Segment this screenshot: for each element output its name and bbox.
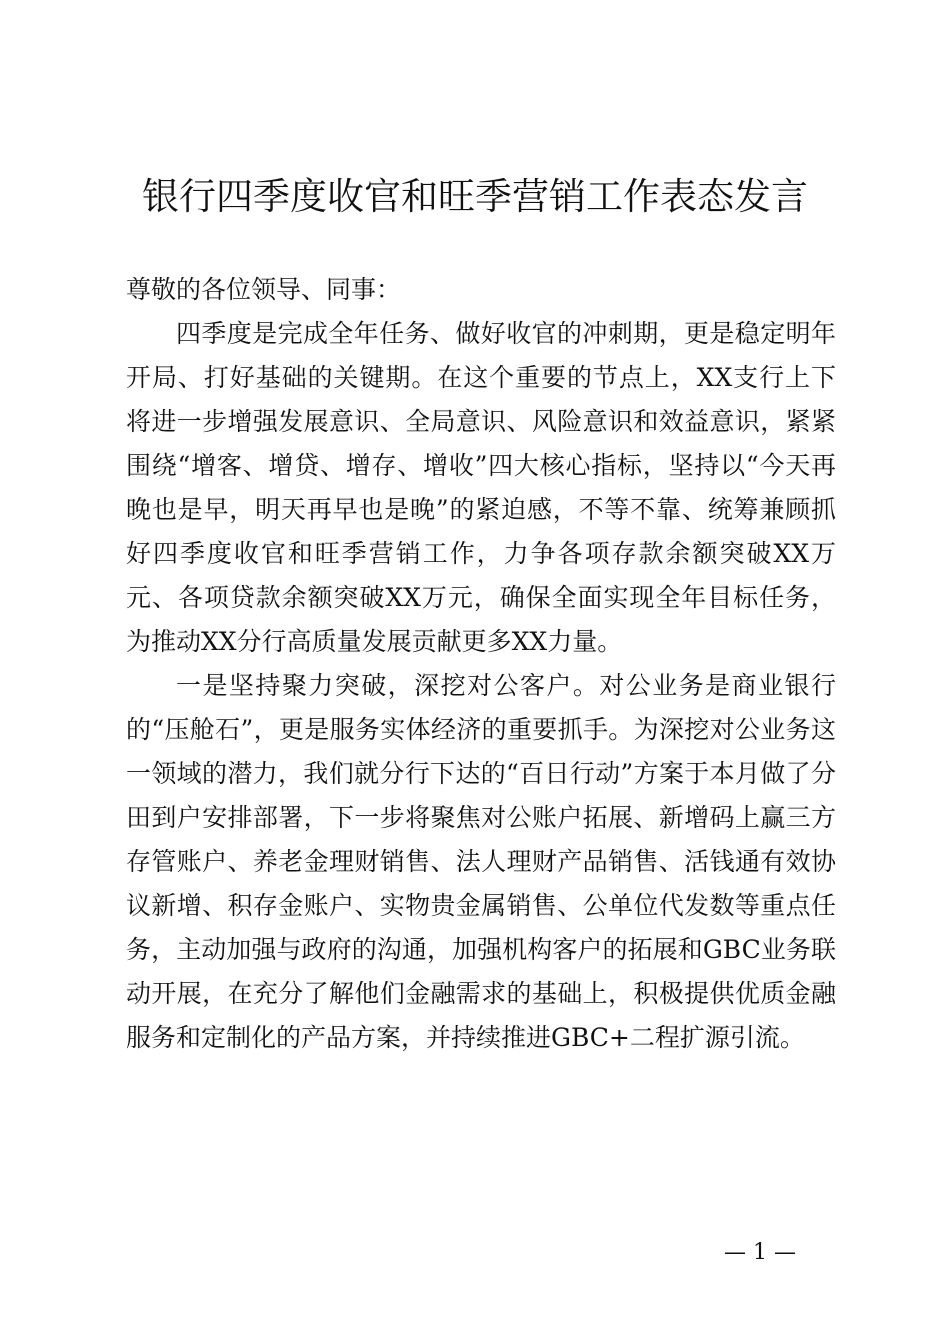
salutation: 尊敬的各位领导、同事： <box>126 275 402 304</box>
page-number: — 1 — <box>724 1240 796 1265</box>
document-title: 银行四季度收官和旺季营销工作表态发言 <box>142 175 808 218</box>
paragraph-intro: 四季度是完成全年任务、做好收官的冲刺期，更是稳定明年开局、打好基础的关键期。在这个重要的节点上，XX支行上下将进一步增强发展意识、全局意识、风险意识和效益意识，紧紧围绕“增客、增贷、增存、增收”四大核心指标，坚持以“今天再晚也是早，明天再早也是晚”的紧迫感，不等不靠、统筹兼顾抓好四季度收官和旺季营销工作，力争各项存款余额突破XX万元、各项贷款余额突破XX万元，确保全面实现全年目标任务，为推动XX分行高质量发展贡献更多XX力量。 <box>126 319 836 656</box>
paragraph-corporate-clients: 一是坚持聚力突破，深挖对公客户。对公业务是商业银行的“压舱石”，更是服务实体经济的重要抓手。为深挖对公业务这一领域的潜力，我们就分行下达的“百日行动”方案于本月做了分田到户安排部署，下一步将聚焦对公账户拓展、新增码上赢三方存管账户、养老金理财销售、法人理财产品销售、活钱通有效协议新增、积存金账户、实物贵金属销售、公单位代发数等重点任务，主动加强与政府的沟通，加强机构客户的拓展和GBC业务联动开展，在充分了解他们金融需求的基础上，积极提供优质金融服务和定制化的产品方案，并持续推进GBC+二程扩源引流。 <box>126 671 836 1052</box>
document-body <box>126 268 836 1060</box>
